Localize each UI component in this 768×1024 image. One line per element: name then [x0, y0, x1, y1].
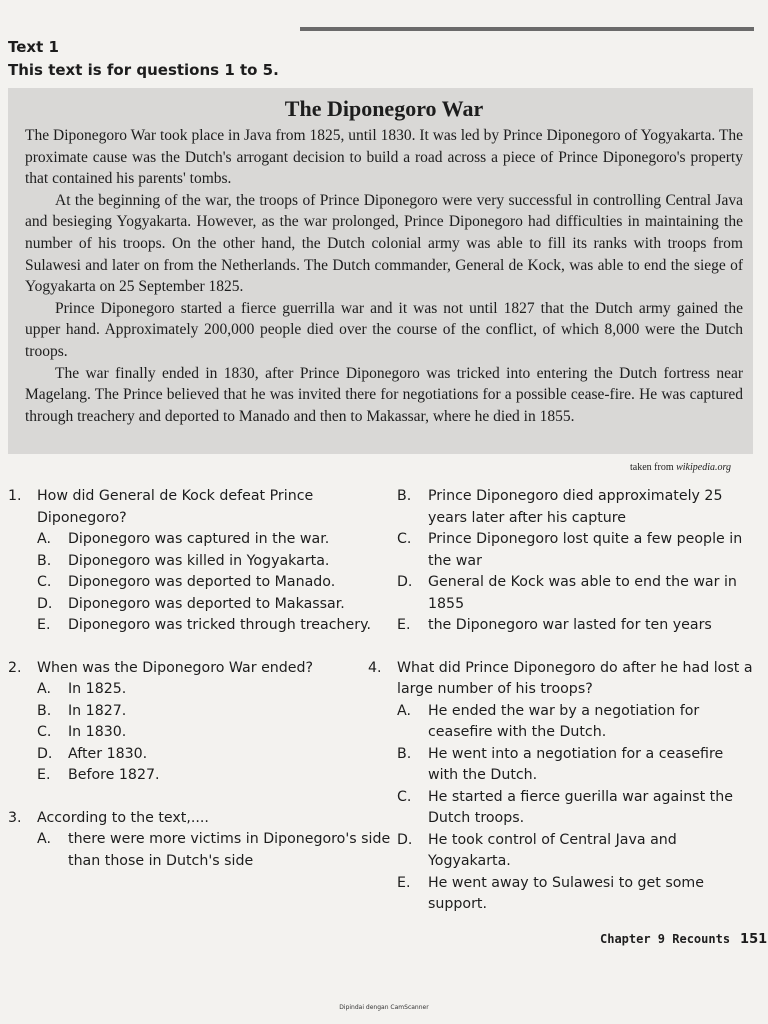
option-letter: E. — [37, 767, 51, 783]
passage-body — [25, 125, 743, 427]
option — [37, 572, 393, 594]
text-label: Text 1 — [8, 38, 59, 56]
question-text: According to the text,.... — [37, 809, 209, 826]
option — [37, 701, 393, 723]
option-letter: D. — [397, 831, 413, 848]
option-letter: C. — [37, 724, 52, 740]
option — [397, 529, 757, 572]
option-letter: D. — [37, 595, 53, 612]
option-letter: E. — [397, 617, 411, 633]
option-letter: B. — [37, 552, 52, 569]
option-letter: D. — [397, 574, 413, 590]
option — [397, 873, 757, 916]
question-number: 3. — [8, 809, 22, 826]
source-prefix: taken from — [630, 462, 674, 473]
question-number: 4. — [368, 659, 382, 676]
questions-right-column — [368, 486, 757, 916]
option — [37, 551, 393, 573]
question-3 — [8, 808, 393, 873]
question-text: When was the Diponegoro War ended? — [37, 659, 314, 676]
option-letter: B. — [397, 488, 412, 504]
option-text: He took control of Central Java and Yogyakarta. — [428, 831, 677, 869]
option-text: He went into a negotiation for a ceasefire with the Dutch. — [428, 745, 724, 783]
question-3-continued — [397, 486, 757, 637]
option-text: He ended the war by a negotiation for ceasefire with the Dutch. — [428, 702, 700, 740]
option-letter: C. — [397, 531, 412, 547]
header — [8, 36, 279, 82]
question-2 — [8, 658, 393, 787]
instruction: This text is for questions 1 to 5. — [8, 61, 279, 79]
option — [37, 529, 393, 551]
question-number: 1. — [8, 488, 22, 504]
question-text: How did General de Kock defeat Prince Diponegoro? — [37, 488, 314, 526]
question-4 — [368, 658, 757, 916]
option-letter: A. — [37, 831, 51, 847]
option-text: He started a fierce guerilla war against the Dutch troops. — [428, 788, 733, 826]
questions-left-column — [8, 486, 393, 872]
source-credit — [560, 462, 731, 473]
option-text: Prince Diponegoro died approximately 25 years later after his capture — [428, 488, 723, 526]
option — [37, 722, 393, 744]
option — [37, 615, 393, 637]
option-letter: E. — [37, 617, 51, 633]
option — [397, 830, 757, 873]
option-text: Diponegoro was killed in Yogyakarta. — [68, 552, 330, 569]
option — [37, 765, 393, 787]
option-text: Before 1827. — [68, 767, 160, 783]
page-number: 151 — [740, 932, 768, 947]
option-text: Diponegoro was deported to Makassar. — [68, 595, 345, 612]
option-text: Diponegoro was captured in the war. — [68, 531, 330, 547]
option-letter: C. — [37, 574, 52, 590]
option — [397, 615, 757, 637]
option — [37, 679, 393, 701]
option-letter: C. — [397, 788, 412, 805]
option — [397, 486, 757, 529]
chapter-title: Chapter 9 Recounts — [600, 932, 731, 946]
option-text: the Diponegoro war lasted for ten years — [428, 617, 712, 633]
question-1 — [8, 486, 393, 637]
option-text: He went away to Sulawesi to get some support. — [428, 874, 704, 912]
option-text: In 1830. — [68, 724, 127, 740]
paragraph: At the beginning of the war, the troops of Prince Diponegoro were very successful in controlling Central Java and besieging Yogyakarta. However, as the war prolonged, Prince Diponegoro had difficulties in maintaining the number of his troops. On the other hand, the Dutch colonial army was able to fill its ranks with troops from Sulawesi and later on from the Netherlands. The Dutch commander, General de Kock, was able to end the siege of Yogyakarta on 25 September 1825. — [25, 191, 743, 296]
option-letter: A. — [37, 531, 51, 547]
option-text: Prince Diponegoro lost quite a few people in the war — [428, 531, 743, 569]
option-letter: A. — [397, 702, 411, 719]
option-letter: E. — [397, 874, 411, 891]
option — [37, 829, 393, 872]
scanner-watermark: Dipindai dengan CamScanner — [339, 1004, 429, 1011]
option-letter: B. — [397, 745, 412, 762]
option — [37, 594, 393, 616]
option-text: In 1827. — [68, 702, 127, 719]
page-footer — [600, 932, 767, 947]
paragraph: The war finally ended in 1830, after Prince Diponegoro was tricked into entering the Dutch fortress near Magelang. The Prince believed that he was invited there for negotiations for a possible cease-fire. He was captured through treachery and deported to Manado and then to Makassar, where he died in 1855. — [25, 364, 743, 425]
option-text: In 1825. — [68, 681, 127, 697]
top-rule — [300, 27, 754, 31]
passage-title: The Diponegoro War — [284, 96, 484, 121]
paragraph: Prince Diponegoro started a fierce guerrilla war and it was not until 1827 that the Dutch army gained the upper hand. Approximately 200,000 people died over the course of the conflict, of which 8,000 were the Dutch troops. — [25, 299, 743, 360]
question-number: 2. — [8, 659, 22, 676]
option-letter: D. — [37, 745, 53, 762]
option — [397, 572, 757, 615]
option-text: there were more victims in Diponegoro's side than those in Dutch's side — [68, 831, 391, 869]
option — [37, 744, 393, 766]
option-text: Diponegoro was tricked through treachery. — [68, 617, 371, 633]
option-text: After 1830. — [68, 745, 148, 762]
option-letter: B. — [37, 702, 52, 719]
paragraph: The Diponegoro War took place in Java from 1825, until 1830. It was led by Prince Diponegoro of Yogyakarta. The proximate cause was the Dutch's arrogant decision to build a road across a piece of Prince Diponegoro's property that contained his parents' tombs. — [25, 127, 743, 188]
option-text: General de Kock was able to end the war in 1855 — [428, 574, 737, 612]
option-text: Diponegoro was deported to Manado. — [68, 574, 336, 590]
option — [397, 701, 757, 744]
option — [397, 744, 757, 787]
source-site: wikipedia.org — [676, 462, 731, 473]
question-text: What did Prince Diponegoro do after he had lost a large number of his troops? — [397, 659, 753, 697]
option — [397, 787, 757, 830]
option-letter: A. — [37, 681, 51, 697]
